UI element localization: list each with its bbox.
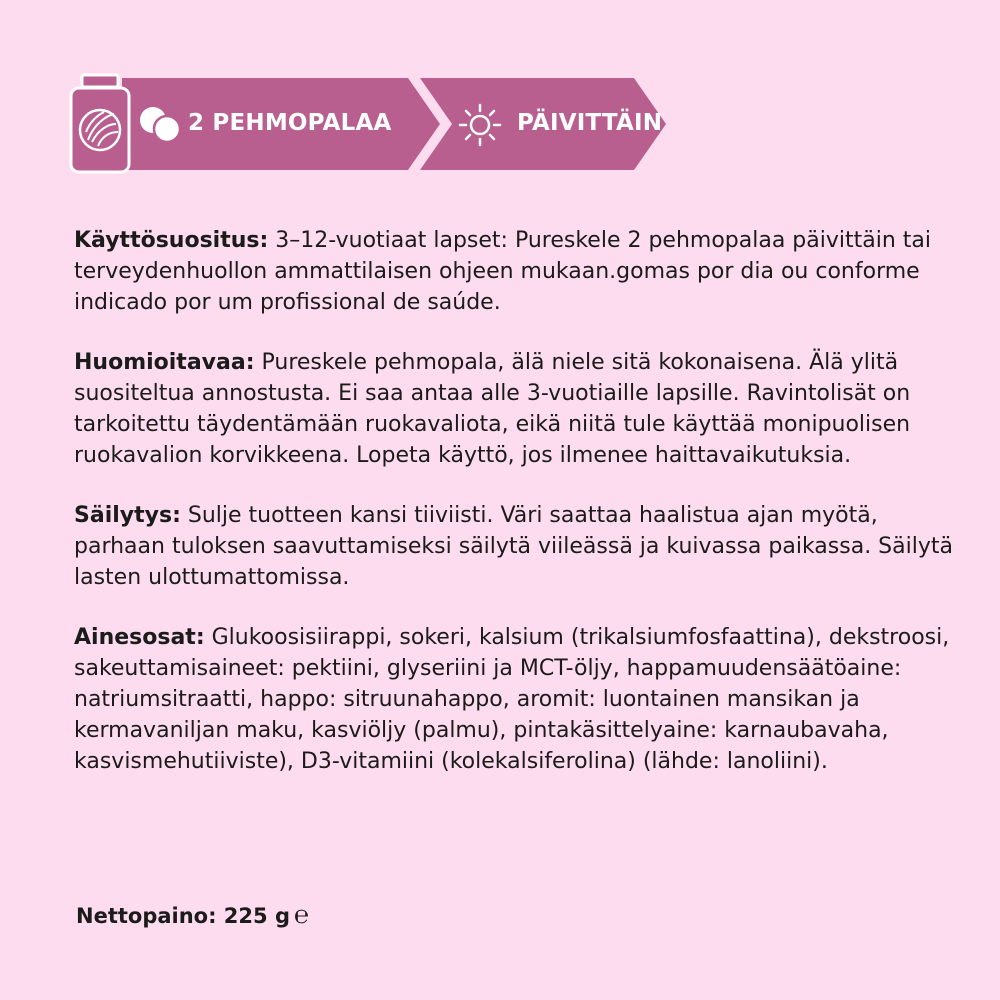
supplement-jar-icon bbox=[68, 72, 132, 176]
net-weight bbox=[76, 900, 309, 930]
section-body: Sulje tuotteen kansi tiiviisti. Väri saattaa haalistua ajan myötä, parhaan tuloksen saavuttamiseksi säilytä viileässä ja kuivassa paikassa. Säilytä lasten ulottumattomissa. bbox=[74, 503, 953, 590]
section-heading: Käyttösuositus: bbox=[74, 228, 269, 253]
section-warnings bbox=[74, 347, 954, 471]
dosage-badge-row bbox=[68, 72, 688, 176]
sun-icon bbox=[457, 102, 503, 148]
section-usage bbox=[74, 225, 954, 318]
estimated-sign-icon: ℮ bbox=[294, 900, 310, 929]
net-weight-label: Nettopaino: 225 g bbox=[76, 904, 290, 928]
badge-dosage-label: 2 PEHMOPALAA bbox=[188, 110, 392, 136]
section-storage bbox=[74, 500, 954, 593]
section-body: Pureskele pehmopala, älä niele sitä kokonaisena. Älä ylitä suositeltua annostusta. Ei saa antaa alle 3-vuotiaille lapsille. Ravintolisät on tarkoitettu täydentämään ruokavaliota, eikä niitä tule käyttää monipuolisen ruokavalion korvikkeena. Lopeta käyttö, jos ilmenee haittavaikutuksia. bbox=[74, 350, 911, 468]
section-body: 3–12-vuotiaat lapset: Pureskele 2 pehmopalaa päivittäin tai terveydenhuollon ammattilaisen ohjeen mukaan.gomas por dia ou conforme indicado por um profissional de saúde. bbox=[74, 228, 932, 315]
badge-daily-label: PÄIVITTÄIN bbox=[517, 110, 663, 136]
section-ingredients bbox=[74, 622, 954, 777]
two-pills-icon bbox=[138, 102, 182, 146]
section-heading: Ainesosat: bbox=[74, 625, 205, 650]
section-body: Glukoosisiirappi, sokeri, kalsium (trikalsiumfosfaattina), dekstroosi, sakeuttamisaineet: pektiini, glyseriini ja MCT-öljy, happamuudensäätöaine: natriumsitraatti, happo: sitruunahappo, aromit: luontainen mansikan ja kermavaniljan maku, kasviöljy (palmu), pintakäsittelyaine: karnaubavaha, kasvismehutiiviste), D3-vitamiini (kolekalsiferolina) (lähde: lanoliini). bbox=[74, 625, 950, 774]
section-heading: Säilytys: bbox=[74, 503, 181, 528]
section-heading: Huomioitavaa: bbox=[74, 350, 255, 375]
product-info bbox=[74, 225, 954, 806]
